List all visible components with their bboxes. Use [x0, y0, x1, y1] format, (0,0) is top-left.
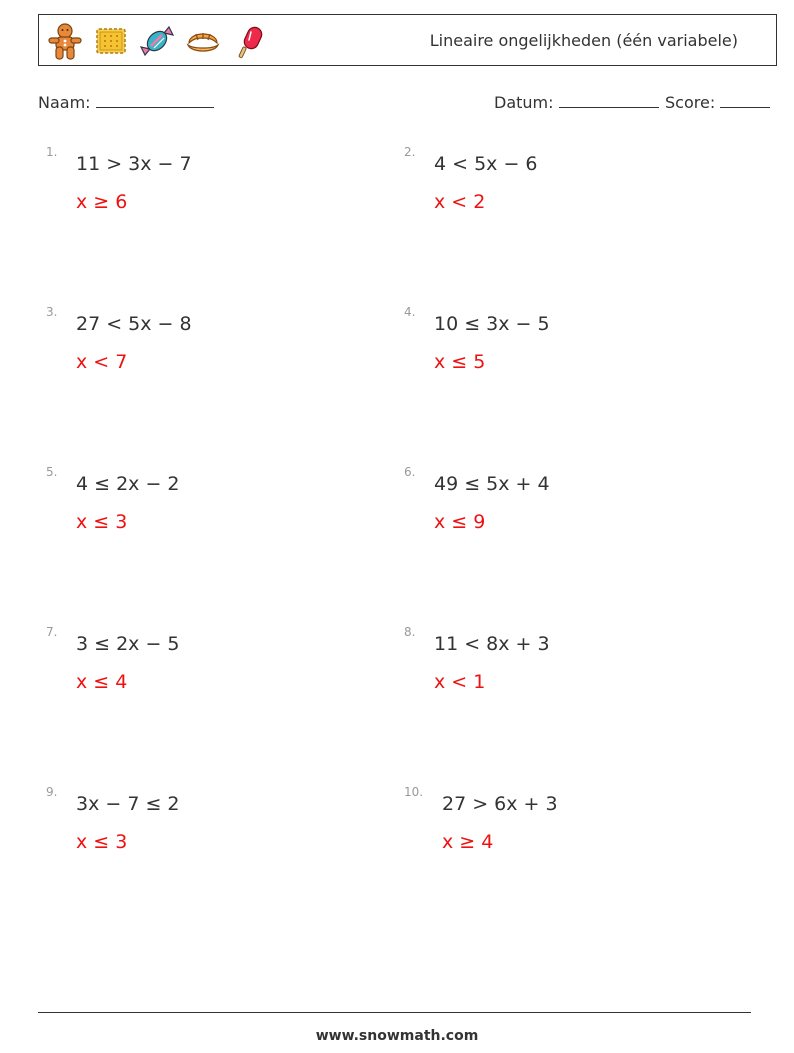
problem-8	[404, 625, 704, 715]
problem-expression: 11 < 8x + 3	[434, 633, 550, 655]
problem-answer: x ≤ 3	[76, 511, 128, 533]
problem-9	[46, 785, 346, 875]
problem-number: 5.	[46, 465, 58, 479]
problem-answer: x < 2	[434, 191, 486, 213]
problem-answer: x < 1	[434, 671, 486, 693]
problem-expression: 10 ≤ 3x − 5	[434, 313, 550, 335]
header-icons	[45, 21, 269, 61]
score-line[interactable]	[720, 92, 770, 108]
score-label: Score:	[665, 93, 716, 112]
worksheet-header	[38, 14, 777, 66]
problem-5	[46, 465, 346, 555]
problem-number: 1.	[46, 145, 58, 159]
problem-answer: x ≥ 6	[76, 191, 128, 213]
problem-4	[404, 305, 704, 395]
problem-number: 3.	[46, 305, 58, 319]
croissant-icon	[183, 21, 223, 61]
problem-answer: x ≤ 3	[76, 831, 128, 853]
problem-answer: x ≤ 9	[434, 511, 486, 533]
problem-answer: x ≤ 4	[76, 671, 128, 693]
problem-7	[46, 625, 346, 715]
problem-number: 6.	[404, 465, 416, 479]
footer-url[interactable]: www.snowmath.com	[315, 1028, 479, 1044]
footer-divider	[38, 1012, 751, 1013]
problem-expression: 49 ≤ 5x + 4	[434, 473, 550, 495]
name-label: Naam:	[38, 93, 91, 112]
problem-answer: x ≤ 5	[434, 351, 486, 373]
date-line[interactable]	[559, 92, 659, 108]
date-field[interactable]	[494, 92, 659, 112]
problem-1	[46, 145, 346, 235]
score-field[interactable]	[665, 92, 770, 112]
biscuit-icon	[91, 21, 131, 61]
problem-number: 2.	[404, 145, 416, 159]
gingerbread-man-icon	[45, 21, 85, 61]
problem-2	[404, 145, 704, 235]
problem-10	[404, 785, 704, 875]
problem-expression: 11 > 3x − 7	[76, 153, 192, 175]
problem-answer: x ≥ 4	[442, 831, 494, 853]
date-label: Datum:	[494, 93, 554, 112]
candy-icon	[137, 21, 177, 61]
problem-number: 10.	[404, 785, 424, 799]
problem-expression: 27 < 5x − 8	[76, 313, 192, 335]
problem-6	[404, 465, 704, 555]
problem-3	[46, 305, 346, 395]
problem-expression: 4 < 5x − 6	[434, 153, 538, 175]
problem-number: 7.	[46, 625, 58, 639]
worksheet-title: Lineaire ongelijkheden (één variabele)	[429, 31, 738, 50]
name-field[interactable]	[38, 92, 214, 112]
popsicle-icon	[229, 21, 269, 61]
problem-expression: 3 ≤ 2x − 5	[76, 633, 180, 655]
problem-answer: x < 7	[76, 351, 128, 373]
problem-number: 9.	[46, 785, 58, 799]
problem-expression: 3x − 7 ≤ 2	[76, 793, 180, 815]
problem-number: 4.	[404, 305, 416, 319]
name-line[interactable]	[96, 92, 214, 108]
problem-expression: 4 ≤ 2x − 2	[76, 473, 180, 495]
problem-expression: 27 > 6x + 3	[442, 793, 558, 815]
problem-number: 8.	[404, 625, 416, 639]
